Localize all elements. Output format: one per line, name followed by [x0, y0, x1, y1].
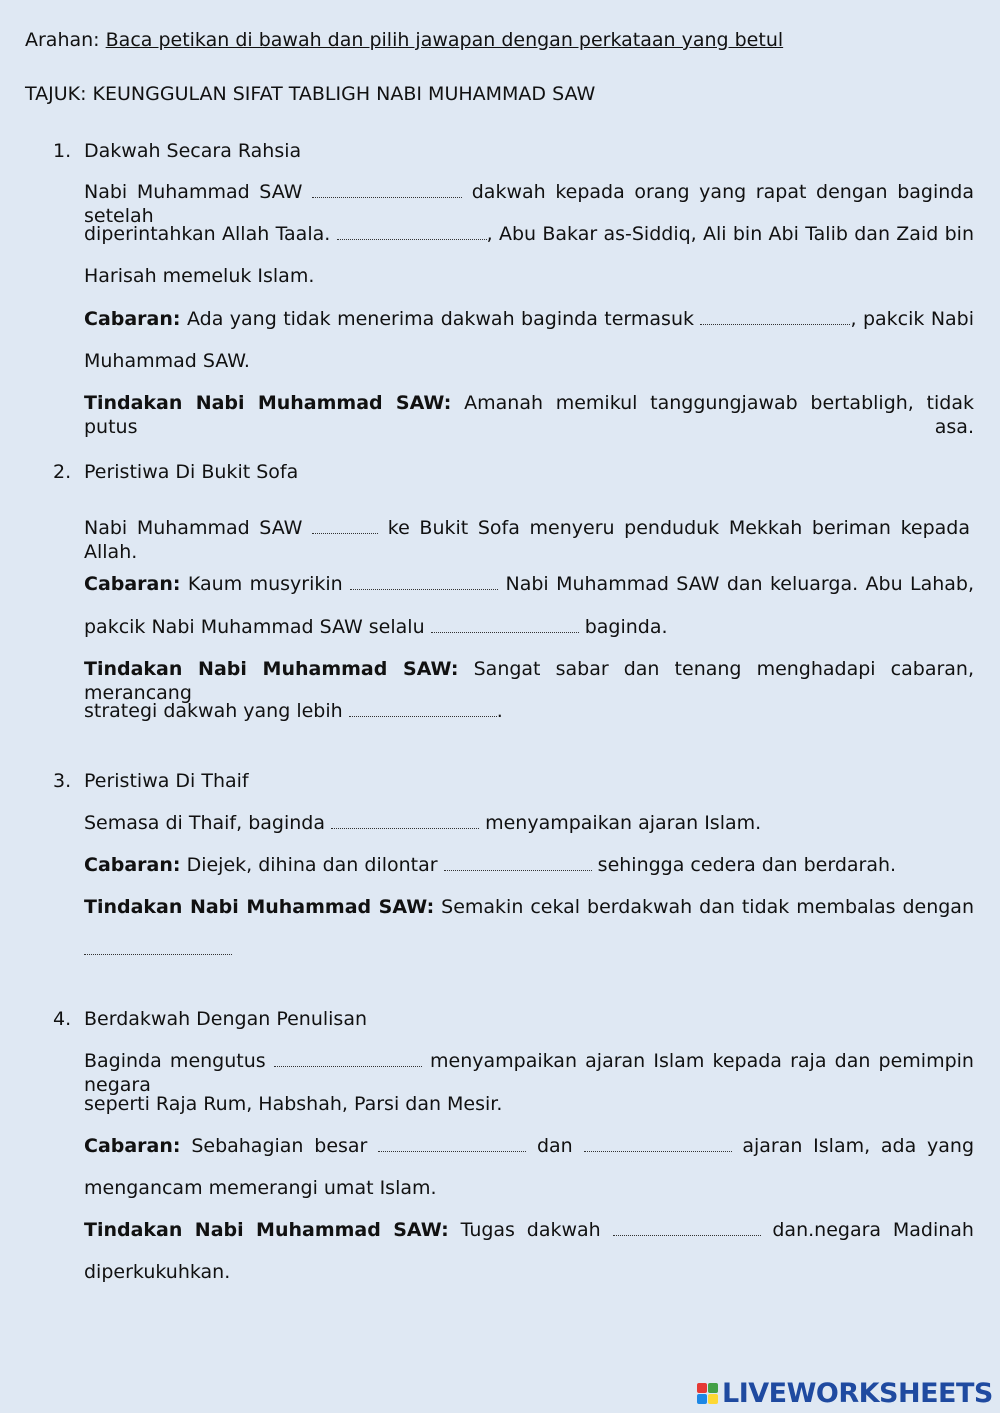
instruction-line	[25, 28, 783, 52]
answer-blank[interactable]	[700, 310, 850, 325]
section-3-para: Semasa di Thaif, baginda menyampaikan ajaran Islam.	[84, 812, 762, 834]
answer-blank[interactable]	[84, 940, 232, 955]
section-1-tindakan: Tindakan Nabi Muhammad SAW: Amanah memikul tanggungjawab bertabligh, tidak putus asa.	[84, 392, 974, 438]
section-4-cabaran: Cabaran: Sebahagian besar dan ajaran Islam, ada yang	[84, 1135, 975, 1157]
answer-blank[interactable]	[350, 575, 498, 590]
section-2-heading: Peristiwa Di Bukit Sofa	[84, 461, 299, 483]
section-2-cabaran: Cabaran: Kaum musyrikin Nabi Muhammad SAW dan keluarga. Abu Lahab,	[84, 573, 975, 595]
answer-blank[interactable]	[444, 856, 592, 871]
answer-blank[interactable]	[337, 225, 487, 240]
section-3-number: 3.	[53, 770, 72, 792]
answer-blank[interactable]	[584, 1137, 732, 1152]
section-4-heading: Berdakwah Dengan Penulisan	[84, 1008, 368, 1030]
liveworksheets-logo-icon	[697, 1383, 718, 1404]
section-1-cabaran-line2: Muhammad SAW.	[84, 350, 250, 372]
section-4-tindakan: Tindakan Nabi Muhammad SAW: Tugas dakwah dan.negara Madinah	[84, 1219, 974, 1241]
instruction-text: Baca petikan di bawah dan pilih jawapan dengan perkataan yang betul	[105, 29, 784, 51]
section-2-para: Nabi Muhammad SAW ke Bukit Sofa menyeru penduduk Mekkah beriman kepada Allah.	[84, 517, 970, 563]
section-4-para-line1: Baginda mengutus menyampaikan ajaran Islam kepada raja dan pemimpin negara	[84, 1050, 974, 1096]
section-4-cabaran-line2: mengancam memerangi umat Islam.	[84, 1177, 437, 1199]
section-3-tindakan: Tindakan Nabi Muhammad SAW: Semakin cekal berdakwah dan tidak membalas dengan	[84, 896, 974, 918]
section-3-tindakan-line2	[84, 937, 232, 961]
instruction-label: Arahan:	[25, 29, 100, 51]
section-3-cabaran: Cabaran: Diejek, dihina dan dilontar sehingga cedera dan berdarah.	[84, 854, 897, 876]
section-1-number: 1.	[53, 140, 72, 162]
brand-name: LIVEWORKSHEETS	[722, 1377, 993, 1409]
section-4-para-line2: seperti Raja Rum, Habshah, Parsi dan Mesir.	[84, 1093, 503, 1115]
section-1-para-line1: Nabi Muhammad SAW dakwah kepada orang yang rapat dengan baginda setelah	[84, 181, 974, 227]
section-3-heading: Peristiwa Di Thaif	[84, 770, 249, 792]
answer-blank[interactable]	[431, 618, 579, 633]
answer-blank[interactable]	[312, 183, 462, 198]
worksheet-title: TAJUK: KEUNGGULAN SIFAT TABLIGH NABI MUHAMMAD SAW	[25, 83, 596, 105]
answer-blank[interactable]	[274, 1052, 422, 1067]
answer-blank[interactable]	[613, 1221, 761, 1236]
liveworksheets-logo	[697, 1378, 993, 1408]
answer-blank[interactable]	[378, 1137, 526, 1152]
section-1-para-line2: diperintahkan Allah Taala. , Abu Bakar as-Siddiq, Ali bin Abi Talib dan Zaid bin	[84, 223, 974, 245]
section-2-tindakan-line2: strategi dakwah yang lebih .	[84, 700, 503, 722]
answer-blank[interactable]	[349, 702, 497, 717]
section-1-heading: Dakwah Secara Rahsia	[84, 140, 302, 162]
section-4-tindakan-line2: diperkukuhkan.	[84, 1261, 231, 1283]
section-2-cabaran-line2: pakcik Nabi Muhammad SAW selalu baginda.	[84, 616, 668, 638]
section-2-tindakan: Tindakan Nabi Muhammad SAW: Sangat sabar dan tenang menghadapi cabaran, merancang	[84, 658, 975, 704]
answer-blank[interactable]	[331, 814, 479, 829]
section-1-para-line3: Harisah memeluk Islam.	[84, 265, 315, 287]
answer-blank[interactable]	[312, 519, 378, 534]
section-4-number: 4.	[53, 1008, 72, 1030]
section-1-cabaran: Cabaran: Ada yang tidak menerima dakwah baginda termasuk , pakcik Nabi	[84, 308, 975, 330]
section-2-number: 2.	[53, 461, 72, 483]
